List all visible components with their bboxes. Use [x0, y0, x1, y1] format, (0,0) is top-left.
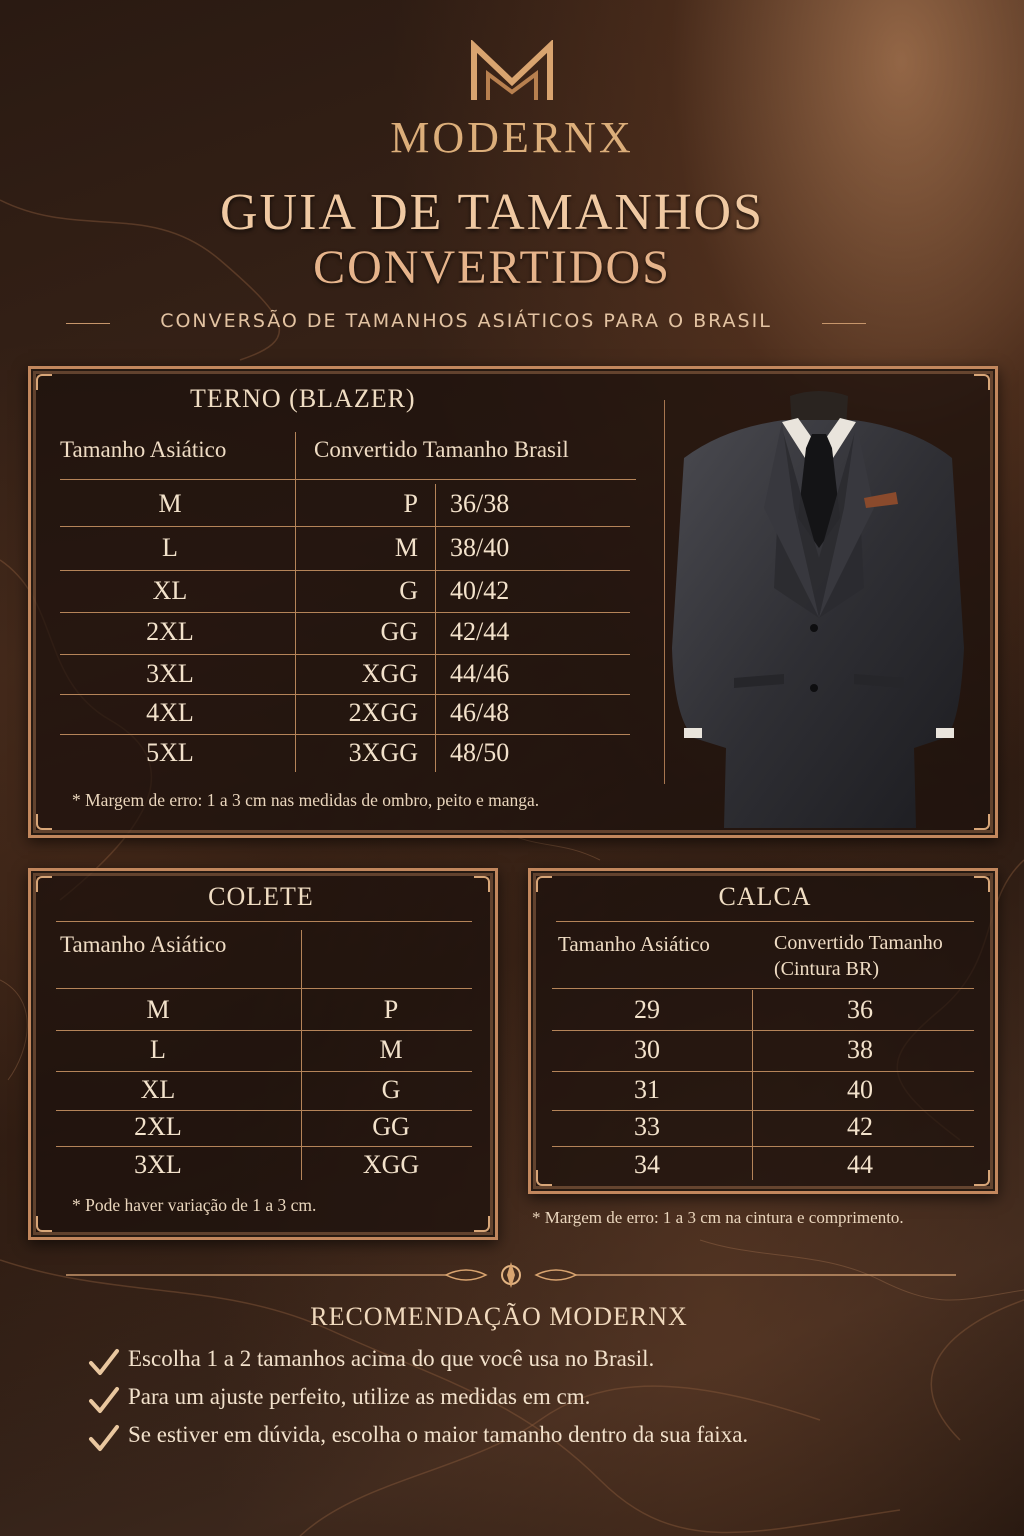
terno-header-line: [60, 479, 636, 480]
terno-cell-num: 46/48: [450, 698, 510, 727]
terno-cell-br: G: [399, 576, 418, 605]
colete-cell-br: P: [383, 995, 399, 1024]
ornament-divider-icon: [66, 1260, 956, 1290]
terno-cell-num: 44/46: [450, 659, 510, 688]
calca-cell-br: 42: [847, 1112, 873, 1141]
terno-cell-br: GG: [380, 617, 418, 646]
calca-col-divider: [752, 990, 753, 1180]
terno-header-asia: Tamanho Asiático: [60, 437, 227, 462]
terno-cell-asia: 5XL: [146, 738, 194, 767]
calca-header-asia: Tamanho Asiático: [558, 932, 710, 956]
subtitle-divider-right: [822, 323, 866, 324]
calca-cell-br: 40: [847, 1075, 873, 1104]
calca-note: * Margem de erro: 1 a 3 cm na cintura e comprimento.: [532, 1208, 904, 1227]
page-subtitle: CONVERSÃO DE TAMANHOS ASIÁTICOS PARA O BRASIL: [160, 310, 772, 332]
modernx-logo-icon: [470, 40, 554, 104]
terno-cell-br: XGG: [361, 659, 418, 688]
calca-header-br-sub: (Cintura BR): [774, 958, 879, 980]
terno-title: TERNO (BLAZER): [190, 384, 416, 413]
calca-cell-asia: 30: [634, 1035, 660, 1064]
calca-cell-asia: 34: [634, 1150, 660, 1179]
page-title: GUIA DE TAMANHOS: [219, 184, 764, 241]
terno-col-divider: [295, 432, 296, 772]
terno-cell-asia: M: [158, 489, 182, 518]
terno-cell-br: M: [394, 533, 418, 562]
colete-cell-asia: XL: [140, 1075, 176, 1104]
calca-header-br: Convertido Tamanho: [774, 932, 943, 954]
colete-cell-asia: M: [146, 995, 170, 1024]
colete-cell-br: G: [381, 1075, 401, 1104]
terno-cell-num: 38/40: [450, 533, 510, 562]
brand-name: MODERNX: [390, 113, 634, 162]
checkmark-icon: [88, 1386, 120, 1416]
terno-cell-asia: L: [162, 533, 178, 562]
colete-cell-br: M: [379, 1035, 403, 1064]
terno-cell-br: 2XGG: [348, 698, 418, 727]
recommendation-item-text: Para um ajuste perfeito, utilize as medidas em cm.: [128, 1384, 591, 1409]
recommendation-title: RECOMENDAÇÃO MODERNX: [310, 1302, 688, 1331]
terno-cell-br: P: [403, 489, 418, 518]
calca-cell-asia: 29: [634, 995, 660, 1024]
calca-cell-br: 38: [847, 1035, 873, 1064]
terno-cell-asia: XL: [152, 576, 188, 605]
calca-cell-asia: 33: [634, 1112, 660, 1141]
checkmark-icon: [88, 1424, 120, 1454]
colete-title: COLETE: [208, 882, 314, 911]
colete-note: * Pode haver variação de 1 a 3 cm.: [72, 1195, 317, 1215]
colete-cell-asia: 3XL: [134, 1150, 182, 1179]
terno-cell-br: 3XGG: [348, 738, 418, 767]
terno-col-divider-2: [435, 484, 436, 772]
checkmark-icon: [88, 1348, 120, 1378]
terno-cell-num: 48/50: [450, 738, 510, 767]
calca-cell-br: 36: [847, 995, 873, 1024]
colete-cell-br: GG: [372, 1112, 410, 1141]
terno-cell-num: 40/42: [450, 576, 510, 605]
terno-header-brasil: Convertido Tamanho Brasil: [314, 437, 569, 462]
terno-cell-asia: 2XL: [146, 617, 194, 646]
terno-note: * Margem de erro: 1 a 3 cm nas medidas de ombro, peito e manga.: [72, 790, 540, 810]
suit-image: [664, 388, 974, 828]
recommendation-item-text: Se estiver em dúvida, escolha o maior tamanho dentro da sua faixa.: [128, 1422, 749, 1447]
colete-header-asia: Tamanho Asiático: [60, 932, 227, 957]
page-title-line2: CONVERTIDOS: [313, 241, 671, 294]
terno-cell-asia: 3XL: [146, 659, 194, 688]
calca-cell-asia: 31: [634, 1075, 660, 1104]
calca-title: CALCA: [718, 882, 812, 911]
terno-cell-num: 42/44: [450, 617, 510, 646]
colete-cell-br: XGG: [362, 1150, 420, 1179]
recommendation-item-text: Escolha 1 a 2 tamanhos acima do que você usa no Brasil.: [128, 1346, 655, 1371]
colete-cell-asia: L: [150, 1035, 166, 1064]
terno-cell-num: 36/38: [450, 489, 510, 518]
colete-cell-asia: 2XL: [134, 1112, 182, 1141]
calca-cell-br: 44: [847, 1150, 873, 1179]
colete-col-divider: [301, 930, 302, 1180]
terno-cell-asia: 4XL: [146, 698, 194, 727]
